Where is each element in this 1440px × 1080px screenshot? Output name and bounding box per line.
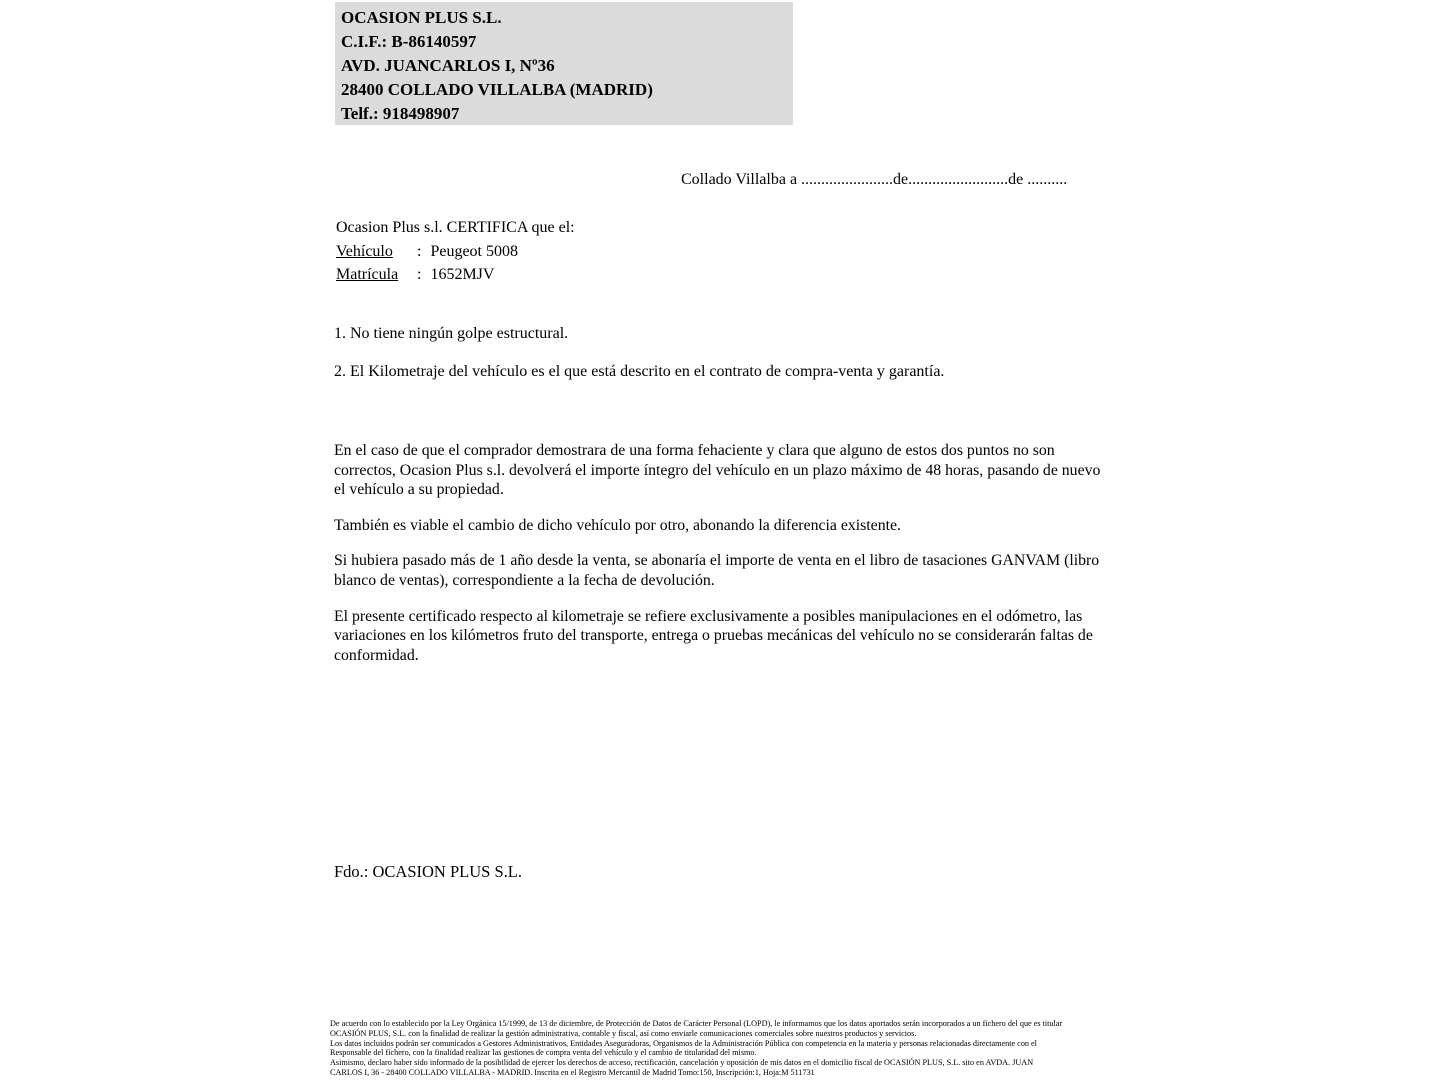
legal-footer: [330, 1019, 1120, 1078]
plate-label: Matrícula: [336, 266, 399, 283]
signature-line: Fdo.: OCASION PLUS S.L.: [334, 862, 522, 881]
plate-value: 1652MJV: [430, 266, 495, 283]
certification-intro: Ocasion Plus s.l. CERTIFICA que el:: [336, 219, 575, 236]
legal-footer-line: Responsable del fichero, con la finalidad realizar las gestiones de compra venta del vehículo y el cambio de titularidad del mismo.: [330, 1048, 757, 1058]
paragraph-ganvam-valuation: Si hubiera pasado más de 1 año desde la venta, se abonaría el importe de venta en el libro de tasaciones GANVAM (libro blanco de ventas), correspondiente a la fecha de devolución.: [334, 552, 1100, 589]
company-city: 28400 COLLADO VILLALBA (MADRID): [341, 80, 653, 99]
legal-footer-line: Los datos incluidos podrán ser comunicados a Gestores Administrativos, Entidades Aseguradoras, Organismos de la Administración Pública con competencia en la materia y personas relacionadas directamente con el: [330, 1038, 1037, 1048]
body-paragraphs: [334, 441, 1109, 681]
vehicle-separator: :: [417, 242, 422, 260]
paragraph-odometer-disclaimer: El presente certificado respecto al kilometraje se refiere exclusivamente a posibles manipulaciones en el odómetro, las variaciones en los kilómetros fruto del transporte, entrega o pruebas mecánicas del vehículo no se considerarán faltas de conformidad.: [334, 607, 1093, 664]
company-header-box: [335, 2, 793, 125]
legal-footer-line: OCASIÓN PLUS, S.L. con la finalidad de realizar la gestión administrativa, contable y fiscal, así como enviarle comunicaciones comerciales sobre nuestros productos y servicios.: [330, 1028, 917, 1038]
vehicle-field-row: [336, 240, 575, 264]
vehicle-value: Peugeot 5008: [430, 242, 518, 260]
vehicle-label: Vehículo: [336, 242, 393, 260]
plate-field-row: [336, 263, 575, 287]
company-phone: Telf.: 918498907: [341, 104, 460, 123]
legal-footer-line: Asimismo, declaro haber sido informado de la posibilidad de ejercer los derechos de acceso, rectificación, cancelación y oposición de mis datos en el domicilio fiscal de OCASIÓN PLUS, S.L. sito en AVDA. JUAN: [330, 1058, 1034, 1068]
legal-footer-line: CARLOS I, 36 - 28400 COLLADO VILLALBA - MADRID. Inscrita en el Registro Mercantil de Madrid Tomo:150, Inscripción:1, Hoja:M 511731: [330, 1067, 815, 1077]
certified-point-2: 2. El Kilometraje del vehículo es el que está descrito en el contrato de compra-venta y garantía.: [334, 363, 945, 380]
certification-block: [336, 216, 575, 287]
company-name: OCASION PLUS S.L.: [341, 8, 502, 27]
company-cif: C.I.F.: B-86140597: [341, 32, 477, 51]
date-place-line: Collado Villalba a .......................de.........................de ..........: [681, 171, 1068, 188]
paragraph-refund-conditions: En el caso de que el comprador demostrara de una forma fehaciente y clara que alguno de estos dos puntos no son correctos, Ocasion Plus s.l. devolverá el importe íntegro del vehículo en un plazo máximo de 48 horas, pasando de nuevo el vehículo a su propiedad.: [334, 442, 1101, 499]
plate-separator: :: [417, 266, 422, 283]
company-address: AVD. JUANCARLOS I, Nº36: [341, 56, 555, 75]
paragraph-exchange-option: También es viable el cambio de dicho vehículo por otro, abonando la diferencia existente.: [334, 516, 901, 534]
certified-point-1: 1. No tiene ningún golpe estructural.: [334, 325, 569, 342]
legal-footer-line: De acuerdo con lo establecido por la Ley Orgánica 15/1999, de 13 de diciembre, de Protección de Datos de Carácter Personal (LOPD), le informamos que los datos aportados serán incorporados a un fichero del que es titular: [330, 1019, 1063, 1028]
